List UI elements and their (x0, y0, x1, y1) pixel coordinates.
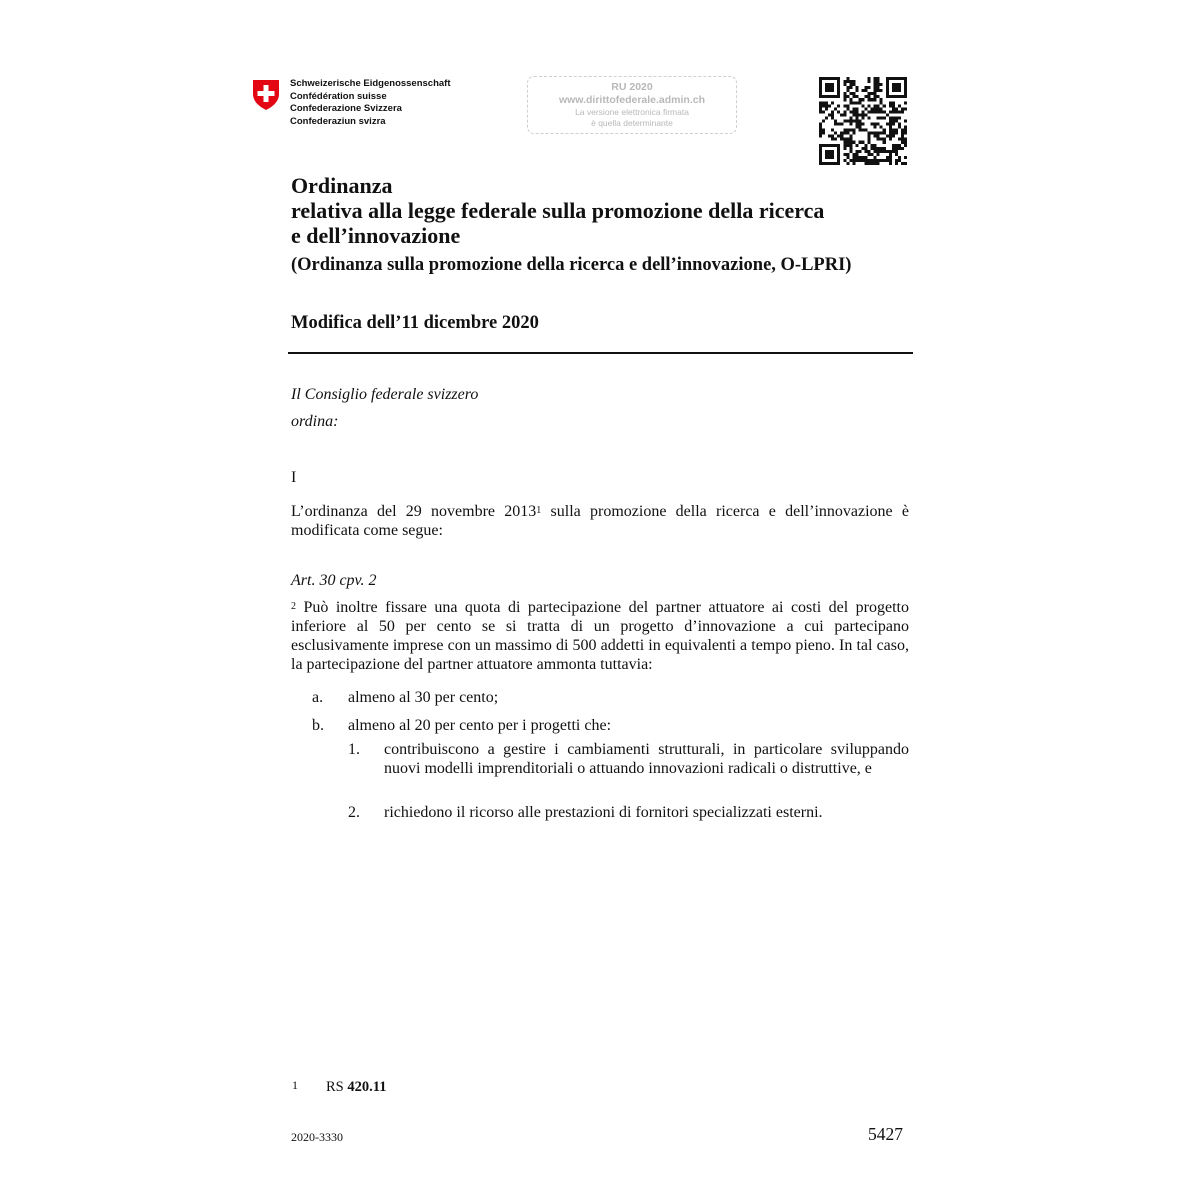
preamble-line-2: ordina: (291, 413, 339, 430)
footnote-prefix: RS (326, 1079, 348, 1095)
stamp-line-3: La versione elettronica firmata (575, 107, 689, 117)
article-heading: Art. 30 cpv. 2 (291, 572, 377, 589)
paragraph-number: 2 (291, 601, 296, 612)
item-text-b: almeno al 20 per cento per i progetti che: (348, 717, 612, 734)
confederation-line-de: Schweizerische Eidgenossenschaft (290, 78, 451, 89)
page-number: 5427 (868, 1124, 903, 1144)
item-text-a: almeno al 30 per cento; (348, 689, 499, 706)
preamble-line-1: Il Consiglio federale svizzero (291, 386, 479, 403)
stamp-line-4: è quella determinante (591, 117, 673, 128)
footnote-ref-number: 420.11 (347, 1079, 387, 1095)
footnote-text (326, 1079, 386, 1096)
document-id: 2020-3330 (291, 1130, 343, 1144)
confederation-line-fr: Confédération suisse (290, 90, 387, 102)
paragraph-text: Può inoltre fissare una quota di partecipazione del partner attuatore ai costi del progetto inferiore al 50 per cento se si tratta di un progetto d’innovazione a cui partecipano esclusivamente imprese con un massimo di 500 addetti in equivalenti a tempo pieno. In tal caso, la partecipazione del partner attuatore ammonta tuttavia: (291, 599, 909, 673)
document-subtitle: (Ordinanza sulla promozione della ricerca e dell’innovazione, O-LPRI) (291, 255, 852, 275)
intro-text-after: sulla promozione della ricerca e dell’innovazione è modificata come segue: (291, 503, 910, 539)
stamp-line-2: www.dirittofederale.admin.ch (558, 94, 706, 106)
confederation-line-rm: Confederaziun svizra (290, 115, 386, 127)
subitem-text-2: richiedono il ricorso alle prestazioni di fornitori specializzati esterni. (384, 804, 823, 821)
subitem-text-1: contribuiscono a gestire i cambiamenti strutturali, in particolare sviluppando nuovi modelli imprenditoriali o attuando innovazioni radicali o distruttive, e (384, 741, 909, 777)
intro-text-before: L’ordinanza del 29 novembre 2013 (291, 503, 537, 520)
header-divider (288, 352, 913, 354)
title-line-3: e dell’innovazione (291, 223, 461, 248)
title-line-2: relativa alla legge federale sulla promozione della ricerca (291, 198, 825, 223)
item-label-a: a. (312, 689, 324, 706)
title-line-1: Ordinanza (291, 173, 393, 198)
document-title (291, 173, 931, 248)
section-numeral: I (291, 469, 297, 486)
item-label-b: b. (312, 717, 324, 734)
amendment-date: Modifica dell’11 dicembre 2020 (291, 313, 539, 333)
footnote-reference: 1 (536, 505, 542, 516)
official-publication-stamp (527, 76, 737, 134)
confederation-name (290, 78, 451, 128)
article-paragraph (291, 598, 909, 674)
qr-code-icon (819, 77, 907, 165)
footnote-number: 1 (292, 1078, 298, 1092)
swiss-cross-shield-icon (252, 79, 280, 111)
stamp-line-1: RU 2020 (611, 81, 653, 93)
subitem-label-1: 1. (348, 741, 360, 758)
subitem-label-2: 2. (348, 804, 360, 821)
intro-paragraph (291, 502, 909, 540)
confederation-line-it: Confederazione Svizzera (290, 103, 402, 114)
